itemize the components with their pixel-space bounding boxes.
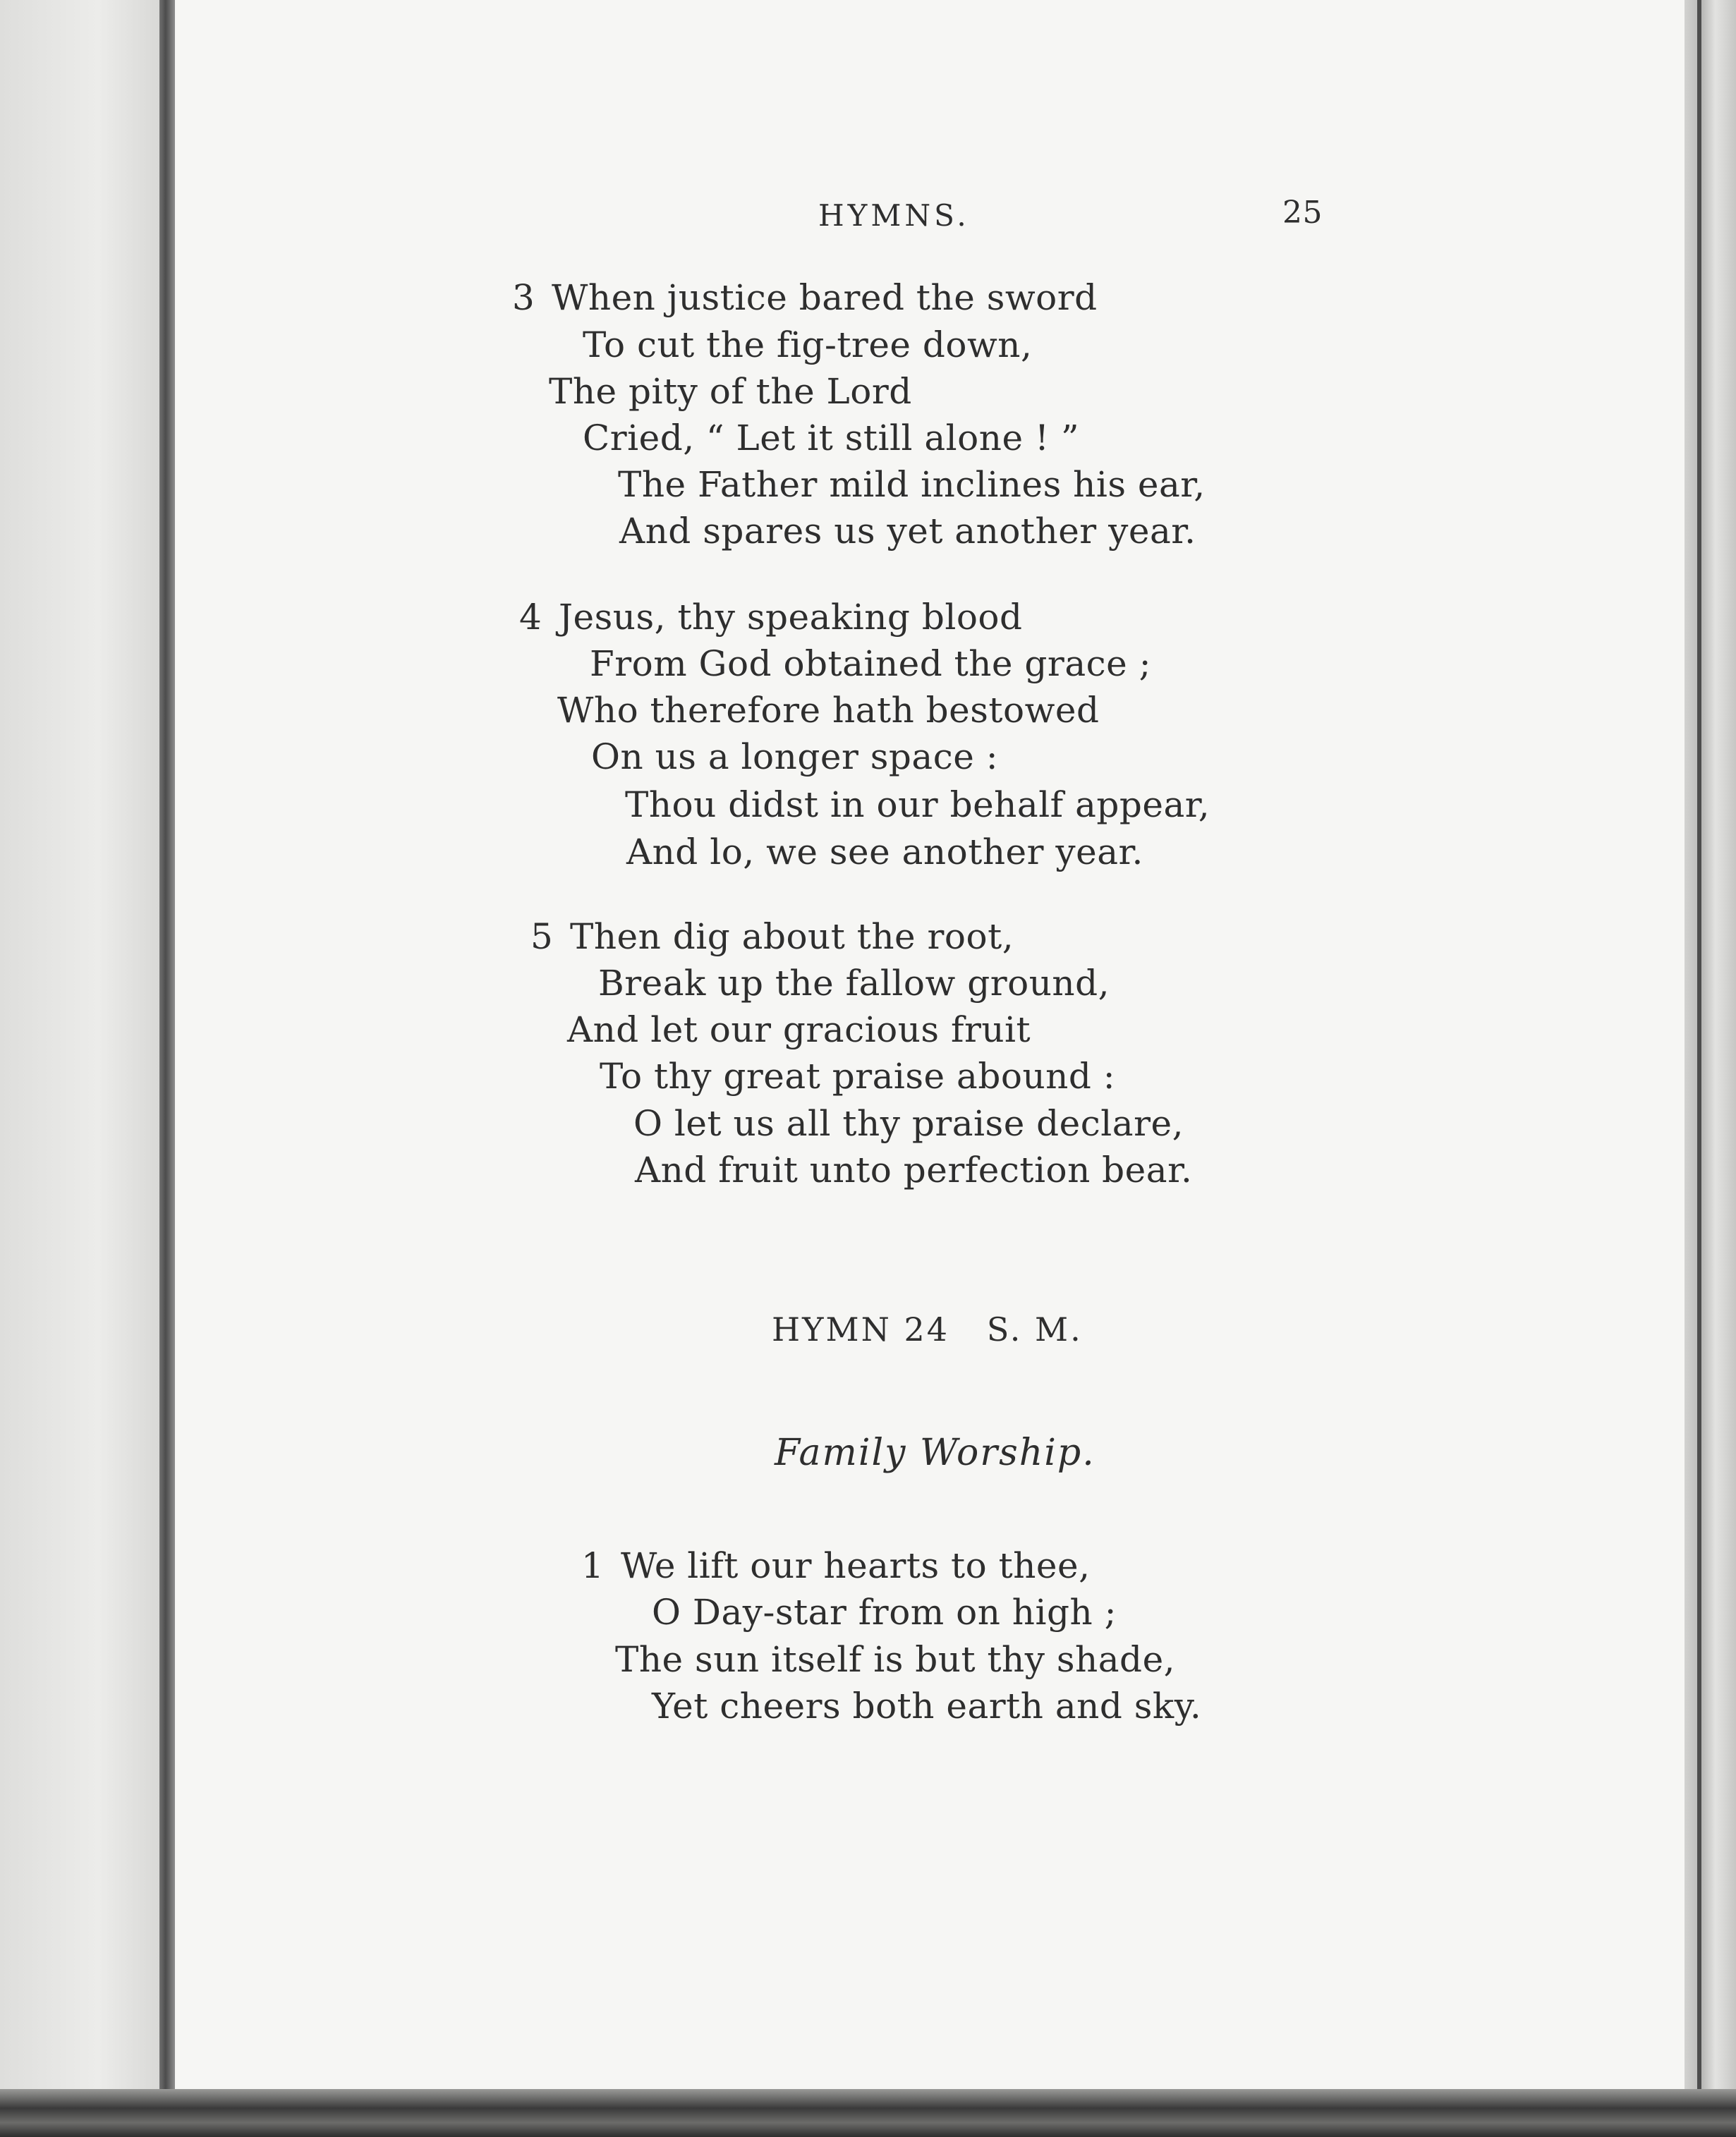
running-head: HYMNS. (818, 198, 970, 233)
page-number: 25 (1282, 195, 1323, 231)
page-right-edge (1685, 0, 1736, 2137)
verse-4-line-6: And lo, we see another year. (626, 832, 1143, 872)
verse-4-line-5: Thou didst in our behalf appear, (625, 784, 1210, 825)
verse-number: 5 (530, 916, 554, 957)
verse-3-line-5: The Father mild inclines his ear, (618, 464, 1206, 505)
verse-4-line-3: Who therefore hath bestowed (557, 690, 1100, 731)
verse-number: 1 (581, 1545, 605, 1586)
verse-5-line-5: O let us all thy praise declare, (633, 1103, 1184, 1144)
verse-number: 4 (519, 597, 542, 638)
verse-number: 3 (512, 277, 535, 318)
verse-5-line-3: And let our gracious fruit (567, 1009, 1031, 1050)
hymn24-verse-1-line-2: O Day-star from on high ; (652, 1592, 1117, 1633)
verse-3-line-2: To cut the fig-tree down, (583, 324, 1033, 365)
hymn24-verse-1-line-1: 1 We lift our hearts to thee, (581, 1545, 1091, 1586)
verse-3-line-4: Cried, “ Let it still alone ! ” (583, 418, 1080, 458)
verse-5-line-4: To thy great praise abound : (600, 1056, 1116, 1097)
verse-5-line-6: And fruit unto perfection bear. (635, 1150, 1193, 1191)
verse-3-line-6: And spares us yet another year. (619, 511, 1196, 552)
facing-page-edge (0, 0, 164, 2137)
verse-5-line-2: Break up the fallow ground, (598, 963, 1110, 1004)
verse-5-line-1: 5 Then dig about the root, (530, 916, 1014, 957)
verse-3-line-3: The pity of the Lord (549, 371, 912, 412)
verse-4-line-2: From God obtained the grace ; (590, 643, 1151, 684)
hymn24-verse-1-line-4: Yet cheers both earth and sky. (652, 1686, 1202, 1727)
hymn-subtitle: Family Worship. (775, 1432, 1095, 1474)
page-bottom-edge (0, 2089, 1736, 2137)
book-gutter-shadow (159, 0, 175, 2137)
hymn-heading: HYMN 24 S. M. (772, 1310, 1083, 1348)
verse-4-line-1: 4 Jesus, thy speaking blood (519, 597, 1023, 638)
hymn24-verse-1-line-3: The sun itself is but thy shade, (615, 1639, 1176, 1680)
verse-3-line-1: 3 When justice bared the sword (512, 277, 1098, 318)
verse-4-line-4: On us a longer space : (591, 736, 999, 777)
